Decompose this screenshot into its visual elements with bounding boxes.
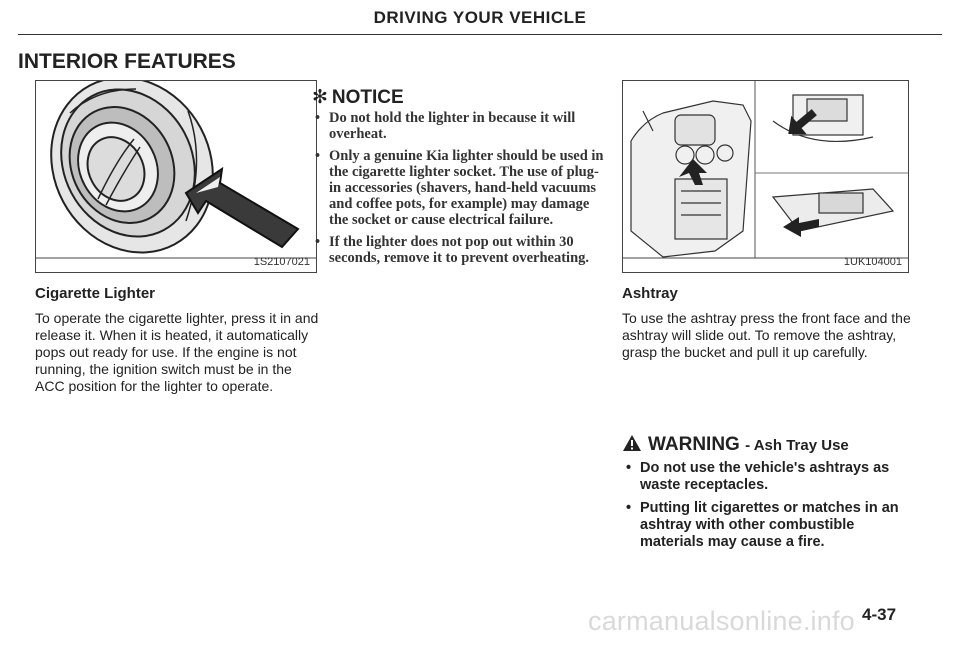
- warning-subtitle: - Ash Tray Use: [745, 437, 849, 454]
- notice-title: NOTICE: [331, 87, 404, 108]
- header-rule: [18, 34, 942, 35]
- notice-item: • Only a genuine Kia lighter should be used in the cigarette lighter socket. The use of plug-in accessories (shavers, hand-held vacuums and coffee pots, for example) may damage the socket or cause electrical failure.: [310, 148, 610, 228]
- lighter-figure-code: 1S2107021: [253, 256, 310, 268]
- ashtray-body-text: To use the ashtray press the front face and the ashtray will slide out. To remove the ashtray, grasp the bucket and pull it up carefully.: [622, 310, 911, 360]
- notice-item: • Do not hold the lighter in because it will overheat.: [310, 110, 610, 142]
- notice-list: [310, 110, 610, 272]
- ashtray-figure-code: 1UK104001: [843, 256, 902, 268]
- ashtray-illustration: [623, 81, 908, 272]
- cigarette-lighter-figure: [35, 80, 317, 273]
- lighter-body-text: To operate the cigarette lighter, press it in and release it. When it is heated, it automatically pops out ready for use. If the engine is not running, the ignition switch must be in the ACC position for the lighter to operate.: [35, 310, 319, 394]
- warning-title: WARNING: [648, 434, 740, 455]
- warning-list: [622, 460, 922, 557]
- page-number: 4-37: [862, 605, 897, 624]
- notice-item: • If the lighter does not pop out within 30 seconds, remove it to prevent overheating.: [310, 234, 610, 266]
- warning-heading: [622, 434, 849, 456]
- section-title: INTERIOR FEATURES: [18, 50, 236, 73]
- watermark: carmanualsonline.info: [588, 606, 855, 636]
- page-header: DRIVING YOUR VEHICLE: [373, 8, 587, 27]
- ashtray-figure: [622, 80, 909, 273]
- warning-item: • Do not use the vehicle's ashtrays as waste receptacles.: [622, 460, 922, 494]
- cigarette-lighter-illustration: [36, 81, 316, 272]
- warning-item: • Putting lit cigarettes or matches in an ashtray with other combustible materials may cause a fire.: [622, 500, 922, 551]
- ashtray-heading: Ashtray: [622, 285, 678, 302]
- lighter-heading: Cigarette Lighter: [35, 285, 156, 302]
- notice-heading: [312, 86, 404, 109]
- snowflake-star-icon: ✻: [312, 87, 328, 108]
- warning-triangle-icon: [622, 434, 642, 452]
